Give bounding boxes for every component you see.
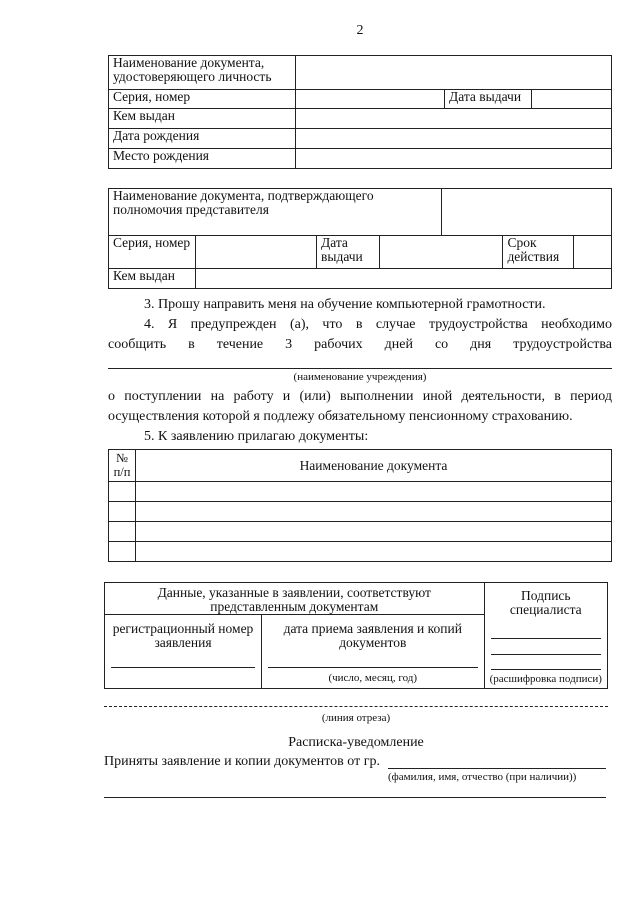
receipt-date-field[interactable] (268, 667, 478, 668)
representative-doc-table (108, 188, 612, 289)
rep-validity-field[interactable] (574, 236, 611, 268)
row-doc-cell[interactable] (136, 542, 612, 562)
item-4-line-2: сообщить в течение 3 рабочих дней со дня трудоустройства (108, 337, 612, 352)
issued-by-label: Кем выдан (109, 109, 296, 129)
signature-line[interactable] (491, 638, 601, 639)
signature-decode-line[interactable] (491, 669, 601, 670)
row-number-cell[interactable] (109, 482, 136, 502)
doc-name-header: Наименование документа (136, 450, 612, 482)
series-number-field[interactable] (296, 90, 445, 109)
issued-by-field[interactable] (296, 109, 612, 129)
table-row (109, 482, 612, 502)
attached-docs-table (108, 449, 612, 562)
item-4-line-4: осуществления которой я подлежу обязательному пенсионному страхованию. (108, 409, 573, 424)
institution-field[interactable] (108, 368, 612, 369)
birth-date-field[interactable] (296, 129, 612, 149)
item-5-text: 5. К заявлению прилагаю документы: (144, 429, 369, 444)
signature-header: Подпись специалиста (509, 588, 582, 617)
table-row (109, 502, 612, 522)
specialist-table (104, 582, 608, 689)
item-3-text: 3. Прошу направить меня на обучение компьютерной грамотности. (144, 297, 546, 312)
table-row (109, 522, 612, 542)
reg-number-label: регистрационный номер заявления (112, 621, 254, 650)
name-caption: (фамилия, имя, отчество (при наличии)) (388, 771, 577, 783)
rep-issued-by-field[interactable] (196, 269, 612, 289)
birth-place-field[interactable] (296, 149, 612, 169)
rep-validity-label: Срок действия (503, 236, 574, 268)
issue-date-field[interactable] (532, 90, 612, 109)
rep-issue-date-label: Дата выдачи (317, 236, 380, 269)
rep-issued-by-label: Кем выдан (109, 269, 196, 289)
rep-series-field[interactable] (196, 236, 317, 269)
reg-number-field[interactable] (111, 667, 255, 668)
row-doc-cell[interactable] (136, 502, 612, 522)
row-doc-cell[interactable] (136, 482, 612, 502)
identity-doc-name-field[interactable] (296, 56, 612, 90)
rep-series-label: Серия, номер (109, 236, 196, 269)
page-number: 2 (356, 23, 364, 38)
item-4-line-3: о поступлении на работу и (или) выполнении иной деятельности, в период (108, 389, 612, 404)
cut-line (104, 706, 608, 707)
birth-date-label: Дата рождения (109, 129, 296, 149)
identity-doc-table (108, 55, 612, 169)
birth-place-label: Место рождения (109, 149, 296, 169)
date-caption: (число, месяц, год) (328, 672, 418, 684)
applicant-name-continuation[interactable] (104, 797, 606, 798)
signature-cell (484, 583, 607, 689)
row-doc-cell[interactable] (136, 522, 612, 542)
issue-date-label: Дата выдачи (445, 90, 532, 109)
signature-caption: (расшифровка подписи) (489, 673, 602, 685)
rep-doc-name-label: Наименование документа, подтверждающего полномочия представителя (109, 189, 442, 236)
row-number-cell[interactable] (109, 522, 136, 542)
applicant-name-field[interactable] (388, 768, 606, 769)
receipt-title: Расписка-уведомление (288, 735, 424, 750)
num-header: № п/п (109, 450, 136, 482)
rep-doc-name-field[interactable] (441, 189, 611, 236)
receipt-date-cell (262, 615, 485, 689)
accepted-text: Приняты заявление и копии документов от гр. (104, 754, 380, 769)
series-number-label: Серия, номер (109, 90, 296, 109)
item-4-line-1: 4. Я предупрежден (а), что в случае трудоустройства необходимо (144, 317, 612, 332)
rep-issue-date-field[interactable] (380, 236, 503, 269)
cut-caption: (линия отреза) (321, 712, 391, 724)
reg-number-cell (105, 615, 262, 689)
receipt-date-label: дата приема заявления и копий документов (283, 621, 462, 650)
table-row (109, 542, 612, 562)
identity-doc-name-label: Наименование документа, удостоверяющего личность (109, 56, 296, 90)
row-number-cell[interactable] (109, 502, 136, 522)
row-number-cell[interactable] (109, 542, 136, 562)
institution-caption: (наименование учреждения) (293, 371, 427, 383)
signature-line-2[interactable] (491, 654, 601, 655)
match-header: Данные, указанные в заявлении, соответствуют представленным документам (105, 583, 485, 615)
